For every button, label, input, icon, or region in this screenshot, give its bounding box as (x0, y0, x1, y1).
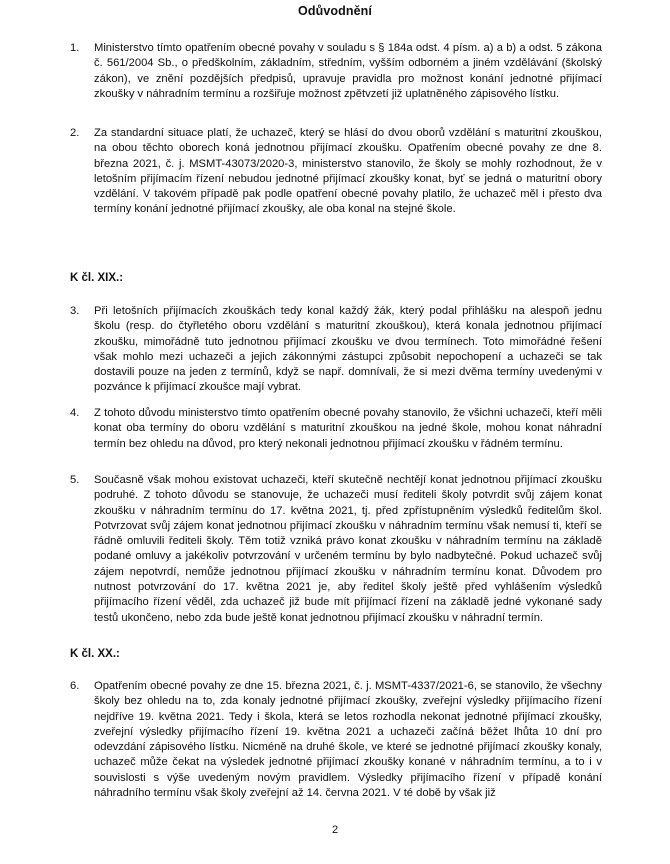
section-heading: K čl. XIX.: (70, 272, 124, 284)
item-number: 5. (70, 474, 80, 486)
section-heading: K čl. XX.: (70, 648, 120, 660)
item-text: Za standardní situace platí, že uchazeč, který se hlásí do dvou oborů vzdělání s maturitní zkouškou, na obou těchto oborech koná jednotnou přijímací zkoušku. Opatřením obecné povahy ze dne 8. března 2021, č. j. MSMT-43073/2020-3, ministerstvo stanovilo, že školy se mohly rozhodnout, že v letošním přijímacím řízení nebudou jednotné přijímací zkoušky konat, byť se jedná o maturitní obory vzdělání. V takovém případě pak podle opatření obecné povahy platilo, že uchazeč měl i přesto dva termíny konání jednotné přijímací zkoušky, ale oba konal na stejné škole. (94, 127, 602, 216)
list-item (70, 406, 602, 452)
list-item (70, 126, 602, 218)
list-item (70, 41, 602, 102)
page-title: Odůvodnění (298, 4, 372, 18)
item-number: 1. (70, 42, 80, 54)
item-number: 4. (70, 407, 80, 419)
list-item (70, 473, 602, 626)
item-text: Ministerstvo tímto opatřením obecné povahy v souladu s § 184a odst. 4 písm. a) a b) a odst. 5 zákona č. 561/2004 Sb., o předškolním, základním, středním, vyšším odborném a jiném vzdělávání (školský zákon), ve znění pozdějších předpisů, upravuje pravidla pro možnost konání jednotné přijímací zkoušky v náhradním termínu a rozšiřuje možnost zpětvzetí již uplatněného zápisového lístku. (94, 42, 602, 100)
item-number: 2. (70, 127, 80, 139)
item-number: 6. (70, 680, 80, 692)
item-number: 3. (70, 305, 80, 317)
item-text: Současně však mohou existovat uchazeči, kteří skutečně nechtějí konat jednotnou přijímací zkoušku podruhé. Z tohoto důvodu se stanovuje, že uchazeči musí řediteli školy potvrdit svůj zájem konat zkoušku v náhradním termínu do 17. května 2021, tj. před zpřístupněním výsledků ředitelům škol. Potvrzovat svůj zájem konat jednotnou přijímací zkoušku v náhradním termínu však nemusí ti, kteří se řádně omluvili řediteli školy. Těm totiž vzniká právo konat zkoušku v náhradním termínu na základě podané omluvy a jakékoliv potvrzování v určeném termínu by bylo nadbytečné. Pokud uchazeč svůj zájem nepotvrdí, nemůže jednotnou přijímací zkoušku v náhradním termínu konat. Důvodem pro nutnost potvrzování do 17. května 2021 je, aby ředitel školy ještě před vyhlášením výsledků přijímacího řízení věděl, zda uchazeč již bude mít přijímací řízení na základě jedné vykonané sady testů ukončeno, nebo zda bude ještě konat jednotnou přijímací zkoušku v náhradní termín. (94, 474, 602, 624)
page-number: 2 (331, 824, 339, 836)
list-item (70, 679, 602, 801)
list-item (70, 304, 602, 396)
item-text: Při letošních přijímacích zkouškách tedy konal každý žák, který podal přihlášku na alespoň jednu školu (resp. do čtyřletého oboru vzdělání s maturitní zkouškou), která konala jednotnou přijímací zkoušku, mimořádně tuto jednotnou přijímací zkoušku ve dvou termínech. Toto mimořádné řešení však mohlo mezi uchazeči a jejich zákonnými zástupci způsobit nepochopení a uchazeči se tak dostavili pouze na jeden z termínů, když se např. domnívali, že si mezi dvěma termíny uvedenými v pozvánce k přijímací zkoušce mají vybrat. (94, 305, 602, 394)
item-text: Opatřením obecné povahy ze dne 15. března 2021, č. j. MSMT-4337/2021-6, se stanovilo, že všechny školy bez ohledu na to, zda konaly jednotné přijímací zkoušky, zveřejní výsledky přijímacího řízení nejdříve 19. května 2021. Tedy i škola, která se letos rozhodla nekonat jednotné přijímací zkoušky, zveřejní výsledky přijímacího řízení 19. května 2021 a uchazeči začíná běžet lhůta 10 dní pro odevzdání zápisového lístku. Nicméně na druhé škole, ve které se jednotné přijímací zkoušky konaly, uchazeč může čekat na výsledek jednotné přijímací zkoušky konané v náhradním termínu, a to i v souvislosti s výše uvedeným novým pravidlem. Výsledky přijímacího řízení v případě konání náhradního termínu však školy zveřejní až 14. června 2021. V té době by však již (94, 680, 602, 800)
item-text: Z tohoto důvodu ministerstvo tímto opatřením obecné povahy stanovilo, že všichni uchazeči, kteří měli konat oba termíny do oboru vzdělání s maturitní zkouškou na jedné škole, mohou konat náhradní termín bez ohledu na důvod, pro který nekonali jednotnou přijímací zkoušku v řádném termínu. (94, 407, 602, 450)
